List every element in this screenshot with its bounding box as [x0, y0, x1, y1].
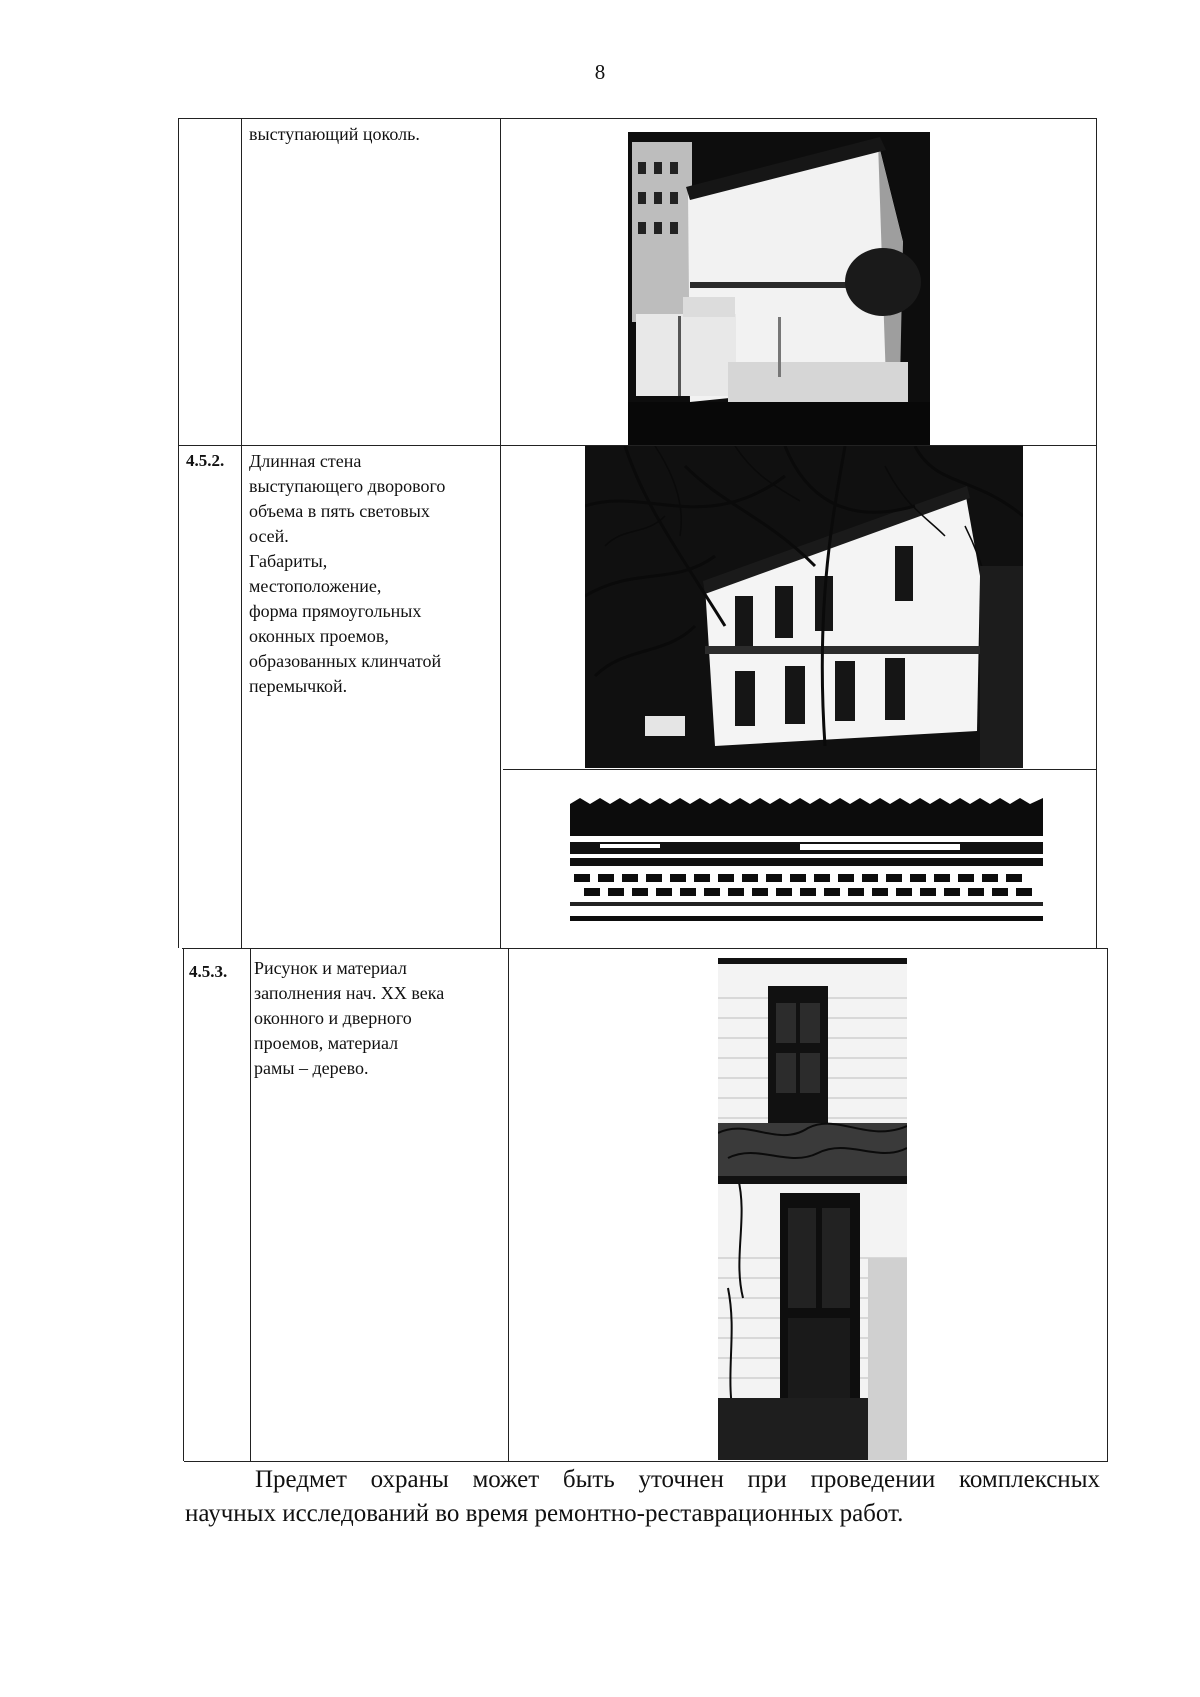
- table-line: [250, 948, 251, 1461]
- description-line: заполнения нач. XX века: [254, 983, 445, 1003]
- note-line: научных исследований во время ремонтно-реставрационных работ.: [185, 1500, 904, 1527]
- description-line: выступающего дворового: [249, 476, 446, 496]
- page-number: 8: [594, 60, 606, 84]
- table-line: [500, 118, 501, 948]
- description-line: перемычкой.: [249, 676, 348, 696]
- table-line: [178, 118, 1097, 119]
- facade-photo: [628, 132, 930, 445]
- row-description: [254, 956, 504, 1081]
- description-line: Габариты,: [249, 551, 328, 571]
- description-line: осей.: [249, 526, 289, 546]
- description-line: Рисунок и материал: [254, 958, 407, 978]
- table-line: [183, 948, 184, 1461]
- description-line: образованных клинчатой: [249, 651, 442, 671]
- table-line: [241, 118, 242, 948]
- description-line: оконных проемов,: [249, 626, 389, 646]
- row-number: 4.5.3.: [189, 962, 228, 981]
- description-line: объема в пять световых: [249, 501, 430, 521]
- table-line: [1107, 948, 1108, 1461]
- table-line: [1096, 118, 1097, 948]
- table-line: [182, 948, 1107, 949]
- note-line: Предмет охраны может быть уточнен при проведении комплексных: [255, 1466, 1100, 1493]
- window-door-photo: [718, 958, 907, 1460]
- table-line: [184, 1461, 1108, 1462]
- row-description: [249, 122, 494, 147]
- description-line: форма прямоугольных: [249, 601, 422, 621]
- row-number: 4.5.2.: [186, 451, 225, 470]
- description-line: местоположение,: [249, 576, 382, 596]
- description-line: выступающий цоколь.: [249, 124, 420, 144]
- description-line: проемов, материал: [254, 1033, 399, 1053]
- description-line: Длинная стена: [249, 451, 362, 471]
- description-line: рамы – дерево.: [254, 1058, 369, 1078]
- table-line: [178, 118, 179, 948]
- courtyard-wall-photo: [585, 446, 1023, 768]
- cornice-detail-photo: [570, 792, 1043, 930]
- table-line: [508, 948, 509, 1461]
- description-line: оконного и дверного: [254, 1008, 412, 1028]
- closing-note: [185, 1463, 1100, 1531]
- row-description: [249, 449, 494, 699]
- table-line: [503, 769, 1097, 770]
